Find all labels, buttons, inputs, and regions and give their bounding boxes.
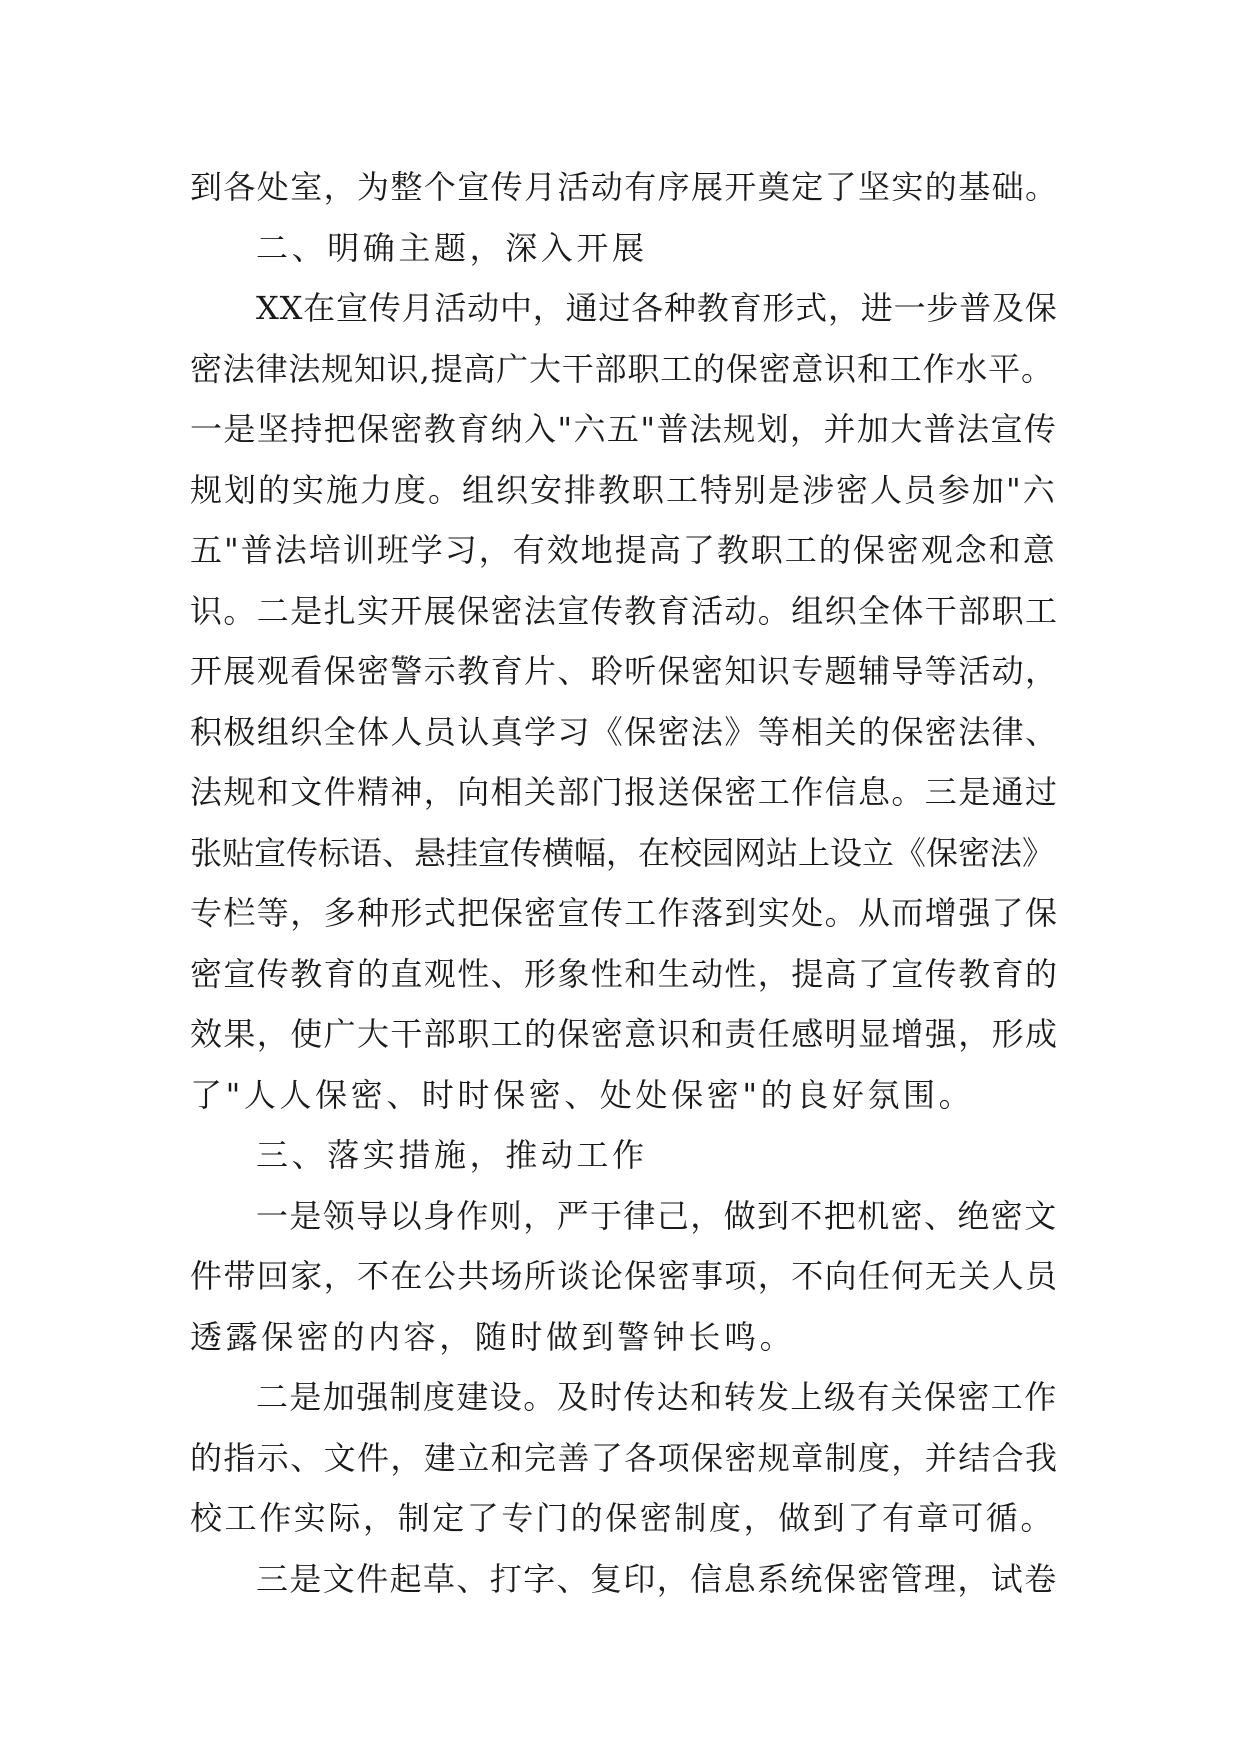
text-line: 三是文件起草、打字、复印，信息系统保密管理，试卷: [256, 1559, 1058, 1598]
text-line: 开展观看保密警示教育片、聆听保密知识专题辅导等活动，: [190, 652, 1059, 690]
text-line: 校工作实际，制定了专门的保密制度，做到了有章可循。: [190, 1499, 1056, 1537]
text-line: 规划的实施力度。组织安排教职工特别是涉密人员参加"六: [190, 470, 1057, 509]
text-line: 的指示、文件，建立和完善了各项保密规章制度，并结合我: [190, 1438, 1059, 1477]
text-line: 一是领导以身作则，严于律己，做到不把机密、绝密文: [256, 1196, 1058, 1235]
text-line: 三、落实措施，推动工作: [256, 1136, 648, 1174]
text-line: 五"普法培训班学习，有效地提高了教职工的保密观念和意: [190, 531, 1057, 569]
document-body: [190, 157, 1058, 1609]
text-line: 了"人人保密、时时保密、处处保密"的良好氛围。: [190, 1075, 975, 1114]
text-line: 专栏等，多种形式把保密宣传工作落到实处。从而增强了保: [190, 894, 1059, 932]
text-line: 法规和文件精神，向相关部门报送保密工作信息。三是通过: [190, 773, 1059, 811]
text-line: 密宣传教育的直观性、形象性和生动性，提高了宣传教育的: [190, 954, 1059, 993]
text-line: 密法律法规知识,提高广大干部职工的保密意识和工作水平。: [190, 349, 1054, 388]
text-line: 二是加强制度建设。及时传达和转发上级有关保密工作: [256, 1378, 1058, 1416]
text-line: 一是坚持把保密教育纳入"六五"普法规划，并加大普法宣传: [190, 410, 1058, 448]
text-line: 透露保密的内容，随时做到警钟长鸣。: [190, 1317, 796, 1356]
text-line: 识。二是扎实开展保密法宣传教育活动。组织全体干部职工: [190, 591, 1059, 630]
text-line: 二、明确主题，深入开展: [256, 228, 648, 267]
text-line: 效果，使广大干部职工的保密意识和责任感明显增强，形成: [190, 1015, 1059, 1053]
text-line: 张贴宣传标语、悬挂宣传横幅，在校园网站上设立《保密法》: [190, 833, 1055, 872]
text-line: 件带回家，不在公共场所谈论保密事项，不向任何无关人员: [190, 1257, 1059, 1295]
text-line: XX在宣传月活动中，通过各种教育形式，进一步普及保: [256, 289, 1058, 327]
text-line: 积极组织全体人员认真学习《保密法》等相关的保密法律、: [190, 712, 1059, 751]
text-line: 到各处室，为整个宣传月活动有序展开奠定了坚实的基础。: [190, 168, 1059, 206]
